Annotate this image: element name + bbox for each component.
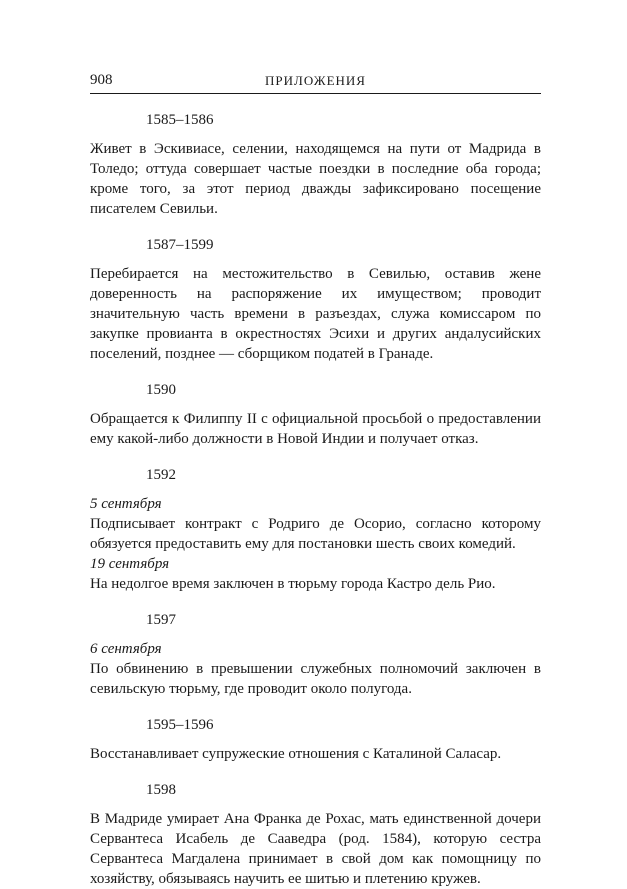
entry-text: Подписывает контракт с Родриго де Осорио, согласно которому обязуется предоставить ему для постановки шесть своих комедий. <box>90 516 541 552</box>
entry-text: В Мадриде умирает Ана Франка де Рохас, мать единственной дочери Сервантеса Исабель де Сааведра (род. 1584), которую сестра Сервантеса Магдалена принимает в свой дом как помощницу по хозяйству, обязываясь научить ее шитью и плетению кружев. <box>90 811 541 887</box>
year-heading: 1592 <box>146 467 176 483</box>
page-number: 908 <box>90 72 113 88</box>
year-heading: 1598 <box>146 782 176 798</box>
entry-text: Живет в Эскивиасе, селении, находящемся на пути от Мадрида в Толедо; оттуда совершает частые поездки в последние оба города; кроме того, за этот период дважды зафиксировано посещение писателем Севильи. <box>90 141 541 217</box>
entry-text: По обвинению в превышении служебных полномочий заключен в севильскую тюрьму, где проводит около полугода. <box>90 661 541 697</box>
year-heading: 1590 <box>146 382 176 398</box>
year-heading: 1595–1596 <box>146 717 214 733</box>
year-heading: 1597 <box>146 612 176 628</box>
year-heading: 1585–1586 <box>146 112 214 128</box>
entry-text: На недолгое время заключен в тюрьму города Кастро дель Рио. <box>90 576 496 592</box>
chronology <box>90 110 541 889</box>
year-heading: 1587–1599 <box>146 237 214 253</box>
entry-text: Перебирается на местожительство в Севилью, оставив жене доверенность на распоряжение их имуществом; проводит значительную часть времени в разъездах, служа комиссаром по закупке провианта в окрестностях Эсихи и других андалусийских поселений, позднее — сборщиком податей в Гранаде. <box>90 266 541 362</box>
date-label: 5 сентября <box>90 496 162 512</box>
running-title: ПРИЛОЖЕНИЯ <box>265 73 366 88</box>
date-label: 19 сентября <box>90 556 170 572</box>
header-rule <box>90 93 541 94</box>
entry-text: Обращается к Филиппу II с официальной просьбой о предоставлении ему какой-либо должности в Новой Индии и получает отказ. <box>90 411 541 447</box>
date-label: 6 сентября <box>90 641 162 657</box>
entry-text: Восстанавливает супружеские отношения с Каталиной Саласар. <box>90 746 502 762</box>
running-header <box>90 72 541 92</box>
